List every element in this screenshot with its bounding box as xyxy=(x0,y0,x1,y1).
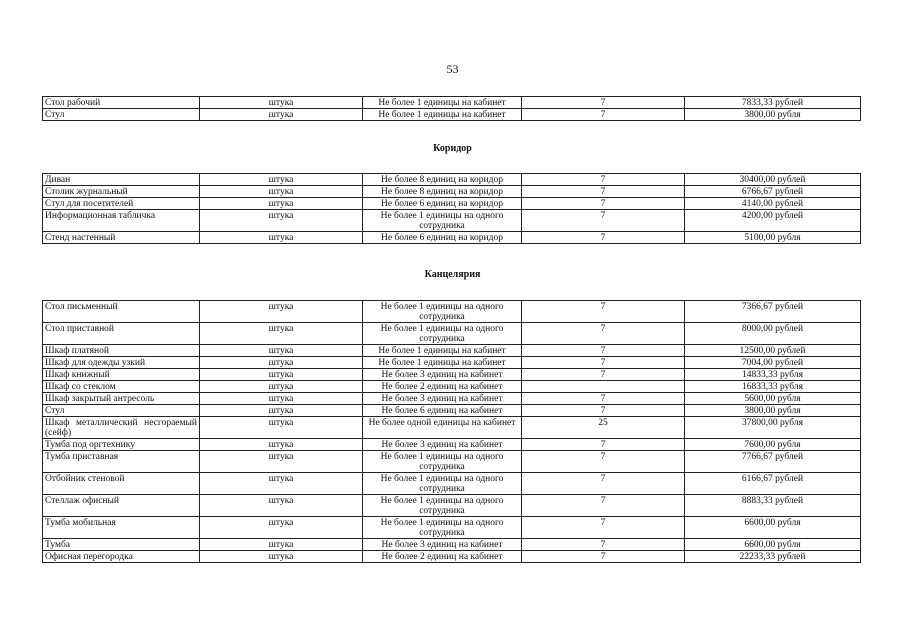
table-row xyxy=(43,517,861,539)
norm-cell: Не более 6 единиц на коридор xyxy=(363,232,522,244)
term-cell: 7 xyxy=(522,301,685,323)
item-name-cell: Шкаф со стеклом xyxy=(43,381,200,393)
item-name-cell: Стол рабочий xyxy=(43,97,200,109)
norm-cell: Не более 3 единиц на кабинет xyxy=(363,369,522,381)
term-cell: 7 xyxy=(522,232,685,244)
table-body xyxy=(43,301,861,563)
norm-cell: Не более 6 единиц на кабинет xyxy=(363,405,522,417)
price-cell: 6600,00 рубля xyxy=(685,517,861,539)
norm-cell: Не более 1 единицы на кабинет xyxy=(363,357,522,369)
table-row xyxy=(43,393,861,405)
norm-cell: Не более 3 единиц на кабинет xyxy=(363,393,522,405)
term-cell: 7 xyxy=(522,186,685,198)
term-cell: 7 xyxy=(522,539,685,551)
item-name-cell: Стенд настенный xyxy=(43,232,200,244)
section-title-chancellery: Канцелярия xyxy=(424,269,481,280)
unit-cell: штука xyxy=(200,301,363,323)
unit-cell: штука xyxy=(200,439,363,451)
price-cell: 6166,67 рублей xyxy=(685,473,861,495)
table-row xyxy=(43,369,861,381)
term-cell: 7 xyxy=(522,174,685,186)
price-cell: 8000,00 рублей xyxy=(685,323,861,345)
table-row xyxy=(43,210,861,232)
price-cell: 12500,00 рублей xyxy=(685,345,861,357)
table-row xyxy=(43,473,861,495)
unit-cell: штука xyxy=(200,473,363,495)
unit-cell: штука xyxy=(200,357,363,369)
unit-cell: штука xyxy=(200,369,363,381)
table-body xyxy=(43,174,861,244)
unit-cell: штука xyxy=(200,539,363,551)
term-cell: 7 xyxy=(522,495,685,517)
unit-cell: штука xyxy=(200,232,363,244)
norm-cell: Не более 6 единиц на коридор xyxy=(363,198,522,210)
term-cell: 7 xyxy=(522,109,685,121)
item-name-cell: Шкаф платяной xyxy=(43,345,200,357)
norm-cell: Не более 3 единиц на кабинет xyxy=(363,539,522,551)
item-name-cell: Стол приставной xyxy=(43,323,200,345)
table-row xyxy=(43,323,861,345)
table-row xyxy=(43,495,861,517)
table-row xyxy=(43,186,861,198)
unit-cell: штука xyxy=(200,451,363,473)
table-body xyxy=(43,97,861,121)
price-cell: 16833,33 рубля xyxy=(685,381,861,393)
norm-cell: Не более 1 единицы на одного сотрудника xyxy=(363,210,522,232)
term-cell xyxy=(522,381,685,393)
item-name-cell: Стеллаж офисный xyxy=(43,495,200,517)
item-name-cell: Диван xyxy=(43,174,200,186)
price-cell: 6766,67 рублей xyxy=(685,186,861,198)
page-number: 53 xyxy=(446,62,459,76)
item-name-cell: Шкаф металлический несгораемый (сейф) xyxy=(43,417,200,439)
table-corridor xyxy=(42,173,861,244)
unit-cell: штука xyxy=(200,174,363,186)
term-cell: 7 xyxy=(522,393,685,405)
table-row xyxy=(43,301,861,323)
price-cell: 4200,00 рублей xyxy=(685,210,861,232)
unit-cell: штука xyxy=(200,381,363,393)
unit-cell: штука xyxy=(200,198,363,210)
norm-cell: Не более 1 единицы на одного сотрудника xyxy=(363,451,522,473)
table-row xyxy=(43,97,861,109)
unit-cell: штука xyxy=(200,186,363,198)
table-row xyxy=(43,417,861,439)
term-cell: 7 xyxy=(522,551,685,563)
table-row xyxy=(43,381,861,393)
item-name-cell: Стул xyxy=(43,109,200,121)
item-name-cell: Стул xyxy=(43,405,200,417)
price-cell: 7004,00 рублей xyxy=(685,357,861,369)
item-name-cell: Тумба xyxy=(43,539,200,551)
item-name-cell: Тумба приставная xyxy=(43,451,200,473)
item-name-cell: Шкаф для одежды узкий xyxy=(43,357,200,369)
norm-cell: Не более 1 единицы на одного сотрудника xyxy=(363,517,522,539)
item-name-cell: Шкаф книжный xyxy=(43,369,200,381)
item-name-cell: Офисная перегородка xyxy=(43,551,200,563)
norm-cell: Не более 1 единицы на кабинет xyxy=(363,97,522,109)
norm-cell: Не более 1 единицы на кабинет xyxy=(363,109,522,121)
price-cell: 3800,00 рубля xyxy=(685,405,861,417)
price-cell: 37800,00 рубля xyxy=(685,417,861,439)
item-name-cell: Столик журнальный xyxy=(43,186,200,198)
item-name-cell: Тумба под оргтехнику xyxy=(43,439,200,451)
table-row xyxy=(43,109,861,121)
term-cell: 7 xyxy=(522,357,685,369)
price-cell: 6600,00 рубля xyxy=(685,539,861,551)
table-office xyxy=(42,96,861,121)
item-name-cell: Стол письменный xyxy=(43,301,200,323)
price-cell: 5600,00 рубля xyxy=(685,393,861,405)
norm-cell: Не более 8 единиц на коридор xyxy=(363,186,522,198)
unit-cell: штука xyxy=(200,405,363,417)
term-cell: 7 xyxy=(522,210,685,232)
unit-cell: штука xyxy=(200,323,363,345)
price-cell: 8883,33 рублей xyxy=(685,495,861,517)
term-cell: 7 xyxy=(522,97,685,109)
norm-cell: Не более 8 единиц на коридор xyxy=(363,174,522,186)
table-row xyxy=(43,405,861,417)
table-row xyxy=(43,451,861,473)
unit-cell: штука xyxy=(200,210,363,232)
table-row xyxy=(43,198,861,210)
item-name-cell: Тумба мобильная xyxy=(43,517,200,539)
price-cell: 7766,67 рублей xyxy=(685,451,861,473)
price-cell: 7833,33 рублей xyxy=(685,97,861,109)
term-cell: 7 xyxy=(522,473,685,495)
unit-cell: штука xyxy=(200,495,363,517)
table-row xyxy=(43,539,861,551)
table-row xyxy=(43,232,861,244)
norm-cell: Не более 1 единицы на одного сотрудника xyxy=(363,301,522,323)
price-cell: 7366,67 рублей xyxy=(685,301,861,323)
norm-cell: Не более 2 единиц на кабинет xyxy=(363,551,522,563)
table-row xyxy=(43,345,861,357)
table-row xyxy=(43,174,861,186)
term-cell: 7 xyxy=(522,198,685,210)
term-cell: 7 xyxy=(522,345,685,357)
price-cell: 30400,00 рублей xyxy=(685,174,861,186)
price-cell: 22233,33 рублей xyxy=(685,551,861,563)
term-cell: 7 xyxy=(522,369,685,381)
item-name-cell: Информационная табличка xyxy=(43,210,200,232)
price-cell: 5100,00 рубля xyxy=(685,232,861,244)
norm-cell: Не более 2 единиц на кабинет xyxy=(363,381,522,393)
section-title-corridor: Коридор xyxy=(433,143,472,154)
table-row xyxy=(43,551,861,563)
norm-cell: Не более 1 единицы на одного сотрудника xyxy=(363,473,522,495)
unit-cell: штука xyxy=(200,97,363,109)
norm-cell: Не более одной единицы на кабинет xyxy=(363,417,522,439)
table-chancellery xyxy=(42,300,861,563)
item-name-cell: Отбойник стеновой xyxy=(43,473,200,495)
unit-cell: штука xyxy=(200,109,363,121)
price-cell: 7600,00 рубля xyxy=(685,439,861,451)
price-cell: 14833,33 рубля xyxy=(685,369,861,381)
item-name-cell: Шкаф закрытый антресоль xyxy=(43,393,200,405)
norm-cell: Не более 1 единицы на кабинет xyxy=(363,345,522,357)
table-row xyxy=(43,357,861,369)
term-cell: 25 xyxy=(522,417,685,439)
unit-cell: штука xyxy=(200,551,363,563)
price-cell: 3800,00 рубля xyxy=(685,109,861,121)
price-cell: 4140,00 рублей xyxy=(685,198,861,210)
term-cell: 7 xyxy=(522,451,685,473)
norm-cell: Не более 1 единицы на одного сотрудника xyxy=(363,323,522,345)
norm-cell: Не более 1 единицы на одного сотрудника xyxy=(363,495,522,517)
term-cell: 7 xyxy=(522,439,685,451)
term-cell: 7 xyxy=(522,323,685,345)
unit-cell: штука xyxy=(200,345,363,357)
term-cell: 7 xyxy=(522,517,685,539)
unit-cell: штука xyxy=(200,517,363,539)
norm-cell: Не более 3 единиц на кабинет xyxy=(363,439,522,451)
unit-cell: штука xyxy=(200,417,363,439)
item-name-cell: Стул для посетителей xyxy=(43,198,200,210)
table-row xyxy=(43,439,861,451)
unit-cell: штука xyxy=(200,393,363,405)
term-cell: 7 xyxy=(522,405,685,417)
